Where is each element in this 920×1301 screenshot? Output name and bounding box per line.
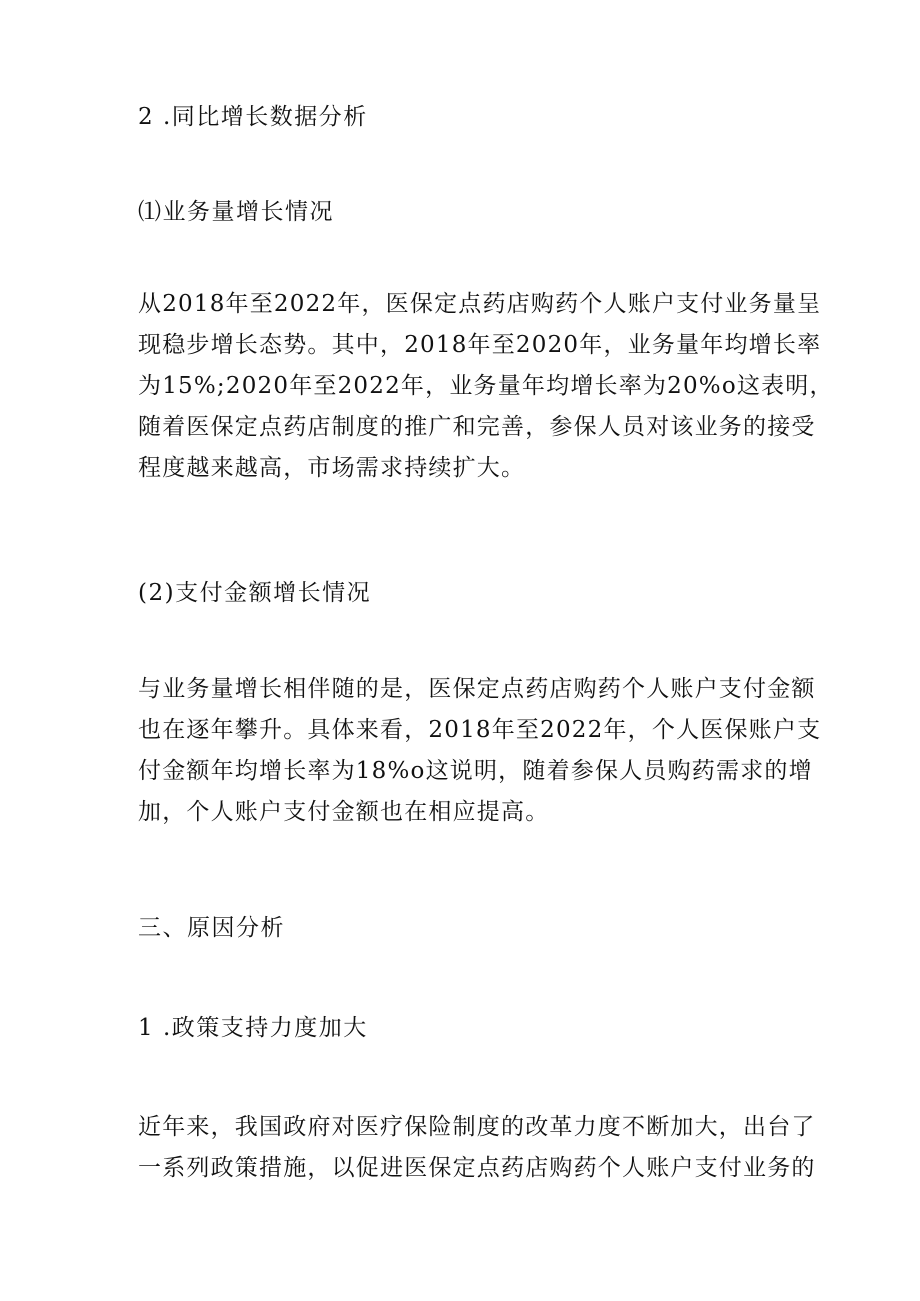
paragraph-line: 与业务量增长相伴随的是，医保定点药店购药个人账户支付金额: [138, 676, 816, 702]
paragraph-payment-amount: [138, 669, 822, 833]
paragraph-business-volume: [138, 284, 834, 489]
paragraph-line: 近年来，我国政府对医疗保险制度的改革力度不断加大，出台了: [138, 1114, 816, 1140]
section-heading-yoy-growth: 2 .同比增长数据分析: [138, 104, 368, 130]
section-heading-reasons: 三、原因分析: [138, 915, 285, 941]
paragraph-line: 现稳步增长态势。其中，2018年至2020年，业务量年均增长率: [138, 332, 822, 358]
paragraph-line: 从2018年至2022年，医保定点药店购药个人账户支付业务量呈: [138, 291, 822, 317]
paragraph-line: 为15%;2020年至2022年，业务量年均增长率为20%o这表明，: [138, 373, 834, 399]
paragraph-line: 付金额年均增长率为18%o这说明，随着参保人员购药需求的增: [138, 758, 813, 784]
paragraph-line: 加，个人账户支付金额也在相应提高。: [138, 799, 550, 825]
paragraph-line: 也在逐年攀升。具体来看，2018年至2022年，个人医保账户支: [138, 717, 822, 743]
paragraph-policy-support: [138, 1107, 816, 1189]
subheading-business-volume: ⑴业务量增长情况: [138, 199, 334, 225]
paragraph-line: 一系列政策措施，以促进医保定点药店购药个人账户支付业务的: [138, 1155, 816, 1181]
subheading-payment-amount: (2)支付金额增长情况: [138, 580, 372, 606]
paragraph-line: 程度越来越高，市场需求持续扩大。: [138, 455, 526, 481]
subheading-policy-support: 1 .政策支持力度加大: [138, 1015, 368, 1041]
paragraph-line: 随着医保定点药店制度的推广和完善，参保人员对该业务的接受: [138, 414, 816, 440]
